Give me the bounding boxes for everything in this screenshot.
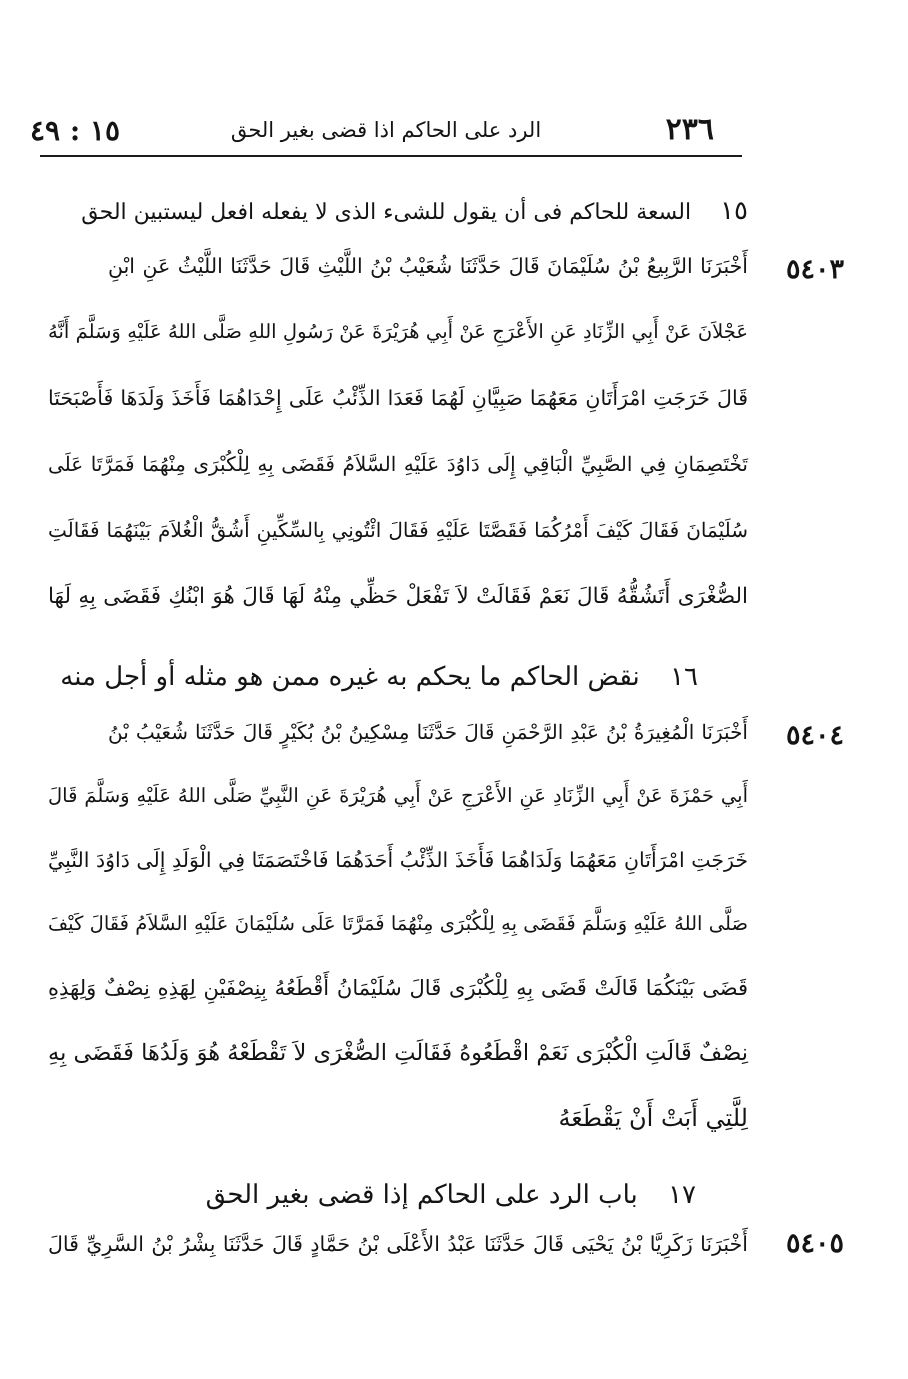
header-divider [40,155,742,157]
hadith-line: أَخْبَرَنَا الْمُغِيرَةُ بْنُ عَبْدِ الرَّحْمَنِ قَالَ حَدَّثَنَا مِسْكِينُ بْنُ بُكَيْرٍ قَالَ حَدَّثَنَا شُعَيْبُ بْنُ [108,720,748,744]
chapter-title: السعة للحاكم فى أن يقول للشىء الذى لا يفعله افعل ليستبين الحق [81,200,692,225]
page-number: ٢٣٦ [665,112,714,147]
hadith-line: سُلَيْمَانَ فَقَالَ كَيْفَ أَمْرُكُمَا فَقَصَّتَا عَلَيْهِ فَقَالَ ائْتُونِي بِالسِّكِّينِ أَشُقُّ الْغُلاَمَ بَيْنَهُمَا فَقَالَتِ [48,518,748,542]
hadith-line: تَخْتَصِمَانِ فِي الصَّبِيِّ الْبَاقِي إِلَى دَاوُدَ عَلَيْهِ السَّلاَمُ فَقَضَى بِهِ لِلْكُبْرَى مِنْهُمَا فَمَرَّتَا عَلَى [48,452,748,476]
hadith-line: قَضَى بَيْنَكُمَا قَالَتْ قَضَى بِهِ لِلْكُبْرَى قَالَ سُلَيْمَانُ أَقْطَعُهُ بِنِصْفَيْنِ لِهَذِهِ نِصْفٌ وَلِهَذِهِ [48,976,748,1000]
hadith-line: لِلَّتِي أَبَتْ أَنْ يَقْطَعَهُ [558,1104,748,1132]
hadith-line: عَجْلاَنَ عَنْ أَبِي الزِّنَادِ عَنِ الأَعْرَجِ عَنْ أَبِي هُرَيْرَةَ عَنْ رَسُولِ اللهِ صَلَّى اللهُ عَلَيْهِ وَسَلَّمَ أَنَّهُ [48,320,748,343]
hadith-line: أَخْبَرَنَا الرَّبِيعُ بْنُ سُلَيْمَانَ قَالَ حَدَّثَنَا شُعَيْبُ بْنُ اللَّيْثِ قَالَ حَدَّثَنَا اللَّيْثُ عَنِ ابْنِ [108,254,748,278]
hadith-line: أَخْبَرَنَا زَكَرِيَّا بْنُ يَحْيَى قَالَ حَدَّثَنَا عَبْدُ الأَعْلَى بْنُ حَمَّادٍ قَالَ حَدَّثَنَا بِشْرُ بْنُ السَّرِيِّ قَالَ [48,1232,748,1256]
hadith-line: الصُّغْرَى أَتَشُقُّهُ قَالَ نَعَمْ فَقَالَتْ لاَ تَفْعَلْ حَظِّي مِنْهُ لَهَا قَالَ هُوَ ابْنُكِ فَقَضَى بِهِ لَهَا [48,584,748,609]
chapter-heading [206,1180,696,1210]
hadith-number: ٥٤٠٣ [785,254,844,285]
hadith-line: صَلَّى اللهُ عَلَيْهِ وَسَلَّمَ فَقَضَى بِهِ لِلْكُبْرَى مِنْهُمَا فَمَرَّتَا عَلَى سُلَيْمَانَ عَلَيْهِ السَّلاَمُ فَقَالَ كَيْفَ [48,912,748,935]
volume-reference: ١٥ : ٤٩ [30,114,120,147]
chapter-title: باب الرد على الحاكم إذا قضى بغير الحق [205,1180,638,1210]
chapter-number: ١٦ [670,662,698,692]
chapter-number: ١٥ [720,196,748,226]
running-title: الرد على الحاكم اذا قضى بغير الحق [230,118,542,142]
hadith-number: ٥٤٠٥ [785,1228,844,1259]
hadith-line: نِصْفٌ قَالَتِ الْكُبْرَى نَعَمْ اقْطَعُوهُ فَقَالَتِ الصُّغْرَى لاَ تَقْطَعْهُ هُوَ وَلَدُهَا فَقَضَى بِهِ [48,1040,748,1066]
chapter-heading [60,662,698,692]
hadith-line: خَرَجَتِ امْرَأَتَانِ مَعَهُمَا وَلَدَاهُمَا فَأَخَذَ الذِّئْبُ أَحَدَهُمَا فَاخْتَصَمَتَا فِي الْوَلَدِ إِلَى دَاوُدَ النَّبِيِّ [48,848,748,872]
page-header [30,108,742,154]
chapter-number: ١٧ [668,1180,696,1210]
hadith-line: قَالَ خَرَجَتِ امْرَأَتَانِ مَعَهُمَا صَبِيَّانِ لَهُمَا فَعَدَا الذِّئْبُ عَلَى إِحْدَاهُمَا فَأَخَذَ وَلَدَهَا فَأَصْبَحَتَا [48,386,748,410]
hadith-number: ٥٤٠٤ [785,720,844,751]
chapter-heading [81,196,748,226]
chapter-title: نقض الحاكم ما يحكم به غيره ممن هو مثله أو أجل منه [60,662,640,692]
hadith-line: أَبِي حَمْزَةَ عَنْ أَبِي الزِّنَادِ عَنِ الأَعْرَجِ عَنْ أَبِي هُرَيْرَةَ عَنِ النَّبِيِّ صَلَّى اللهُ عَلَيْهِ وَسَلَّمَ قَالَ [48,784,748,807]
